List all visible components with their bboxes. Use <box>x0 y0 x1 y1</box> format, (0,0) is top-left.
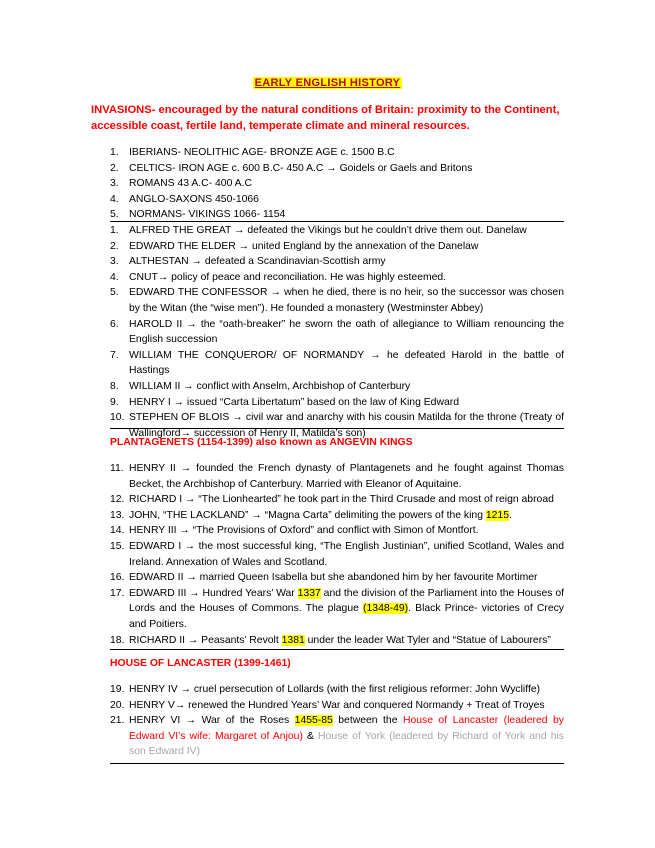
list-item: 15. EDWARD I → the most successful king, “The English Justinian”, unified Scotland, Wales and Ireland. Annexation of Wales and Scotland. <box>110 540 564 568</box>
year-highlight: 1337 <box>297 587 321 599</box>
page-title: EARLY ENGLISH HISTORY <box>254 77 401 89</box>
list-item: 19. HENRY IV → cruel persecution of Lollards (with the first religious reformer: John Wycliffe) <box>110 684 541 695</box>
list-item: 4. CNUT→ policy of peace and reconciliation. He was highly esteemed. <box>110 271 447 283</box>
list-item: 14. HENRY III → “The Provisions of Oxford” and conflict with Simon of Montfort. <box>110 525 479 537</box>
year-highlight: 1381 <box>281 634 305 646</box>
list-item: 1. IBERIANS- NEOLITHIC AGE- BRONZE AGE c. 1500 B.C <box>110 147 395 158</box>
divider <box>110 221 564 222</box>
list-item: 11. HENRY II → founded the French dynasty of Plantagenets and he fought against Thomas Becket, the Archbishop of Canterbury. Married with Eleanor of Aquitaine. <box>110 463 564 490</box>
list-item: 12. RICHARD I → “The Lionhearted” he took part in the Third Crusade and most of reign abroad <box>110 494 554 506</box>
list-item: 21. HENRY VI → War of the Roses 1455-85 between the House of Lancaster (leadered by Edward VI’s wife: Margaret of Anjou) & House of York (leadered by Richard of York and his son Edward IV) <box>110 715 564 758</box>
list-item: 18. RICHARD II → Peasants’ Revolt 1381 under the leader Wat Tyler and “Statue of Labourers” <box>110 634 551 646</box>
lancaster-list <box>110 682 564 760</box>
list-item: 4. ANGLO-SAXONS 450-1066 <box>110 193 259 205</box>
list-item: 2. EDWARD THE ELDER → united England by the annexation of the Danelaw <box>110 240 479 252</box>
list-item: 13. JOHN, “THE LACKLAND” → “Magna Carta” delimiting the powers of the king 1215. <box>110 509 512 521</box>
invasions-intro: INVASIONS- encouraged by the natural conditions of Britain: proximity to the Continent, accessible coast, fertile land, temperate climate and mineral resources. <box>91 104 560 132</box>
list-item: 10. STEPHEN OF BLOIS → civil war and anarchy with his cousin Matilda for the throne (Treaty of Wallingford→ succession of Henry II, Matilda’s son) <box>110 412 564 439</box>
list-item: 16. EDWARD II → married Queen Isabella but she abandoned him by her favourite Mortimer <box>110 572 538 584</box>
invasions-list <box>110 145 564 223</box>
list-item: 6. HAROLD II → the “oath-breaker” he sworn the oath of allegiance to William renouncing the English succession <box>110 318 564 346</box>
list-item: 3. ALTHESTAN → defeated a Scandinavian-Scottish army <box>110 256 386 268</box>
divider <box>110 649 564 650</box>
list-item: 5. NORMANS- VIKINGS 1066- 1154 <box>110 209 286 221</box>
section-heading-lancaster: HOUSE OF LANCASTER (1399-1461) <box>110 658 291 669</box>
list-item: 5. EDWARD THE CONFESSOR → when he died, there is no heir, so the successor was chosen by the Witan (the “wise men”). He founded a monastery (Westminster Abbey) <box>110 287 564 314</box>
divider <box>110 428 564 429</box>
list-item: 2. CELTICS- IRON AGE c. 600 B.C- 450 A.C → Goidels or Gaels and Britons <box>110 162 473 174</box>
list-item: 20. HENRY V→ renewed the Hundred Years’ War and conquered Normandy + Treat of Troyes <box>110 699 545 711</box>
plantagenets-list <box>110 461 564 648</box>
year-highlight: 1455-85 <box>294 715 333 727</box>
year-highlight: (1348-49) <box>363 603 409 615</box>
list-item: 9. HENRY I → issued “Carta Libertatum” based on the law of King Edward <box>110 396 459 408</box>
list-item: 17. EDWARD III → Hundred Years’ War 1337 and the division of the Parliament into the Houses of Lords and the Houses of Commons. The plague (1348-49). Black Prince- victories of Crecy and Poitiers. <box>110 587 565 630</box>
kings-list <box>110 223 564 441</box>
list-item: 1. ALFRED THE GREAT → defeated the Vikings but he couldn’t drive them out. Danelaw <box>110 225 527 236</box>
year-highlight: 1215 <box>485 509 509 521</box>
list-item: 3. ROMANS 43 A.C- 400 A.C <box>110 178 253 190</box>
section-heading-plantagenets: PLANTAGENETS (1154-1399) also known as ANGEVIN KINGS <box>110 437 413 448</box>
divider <box>110 763 564 764</box>
list-item: 8. WILLIAM II → conflict with Anselm, Archbishop of Canterbury <box>110 380 411 392</box>
house-of-lancaster-text: House of Lancaster (leadered by Edward VI’s wife: Margaret of Anjou) <box>129 715 564 742</box>
list-item: 7. WILLIAM THE CONQUEROR/ OF NORMANDY → he defeated Harold in the battle of Hastings <box>110 349 564 377</box>
house-of-york-text: House of York (leadered by Richard of York and his son Edward IV) <box>129 730 564 758</box>
